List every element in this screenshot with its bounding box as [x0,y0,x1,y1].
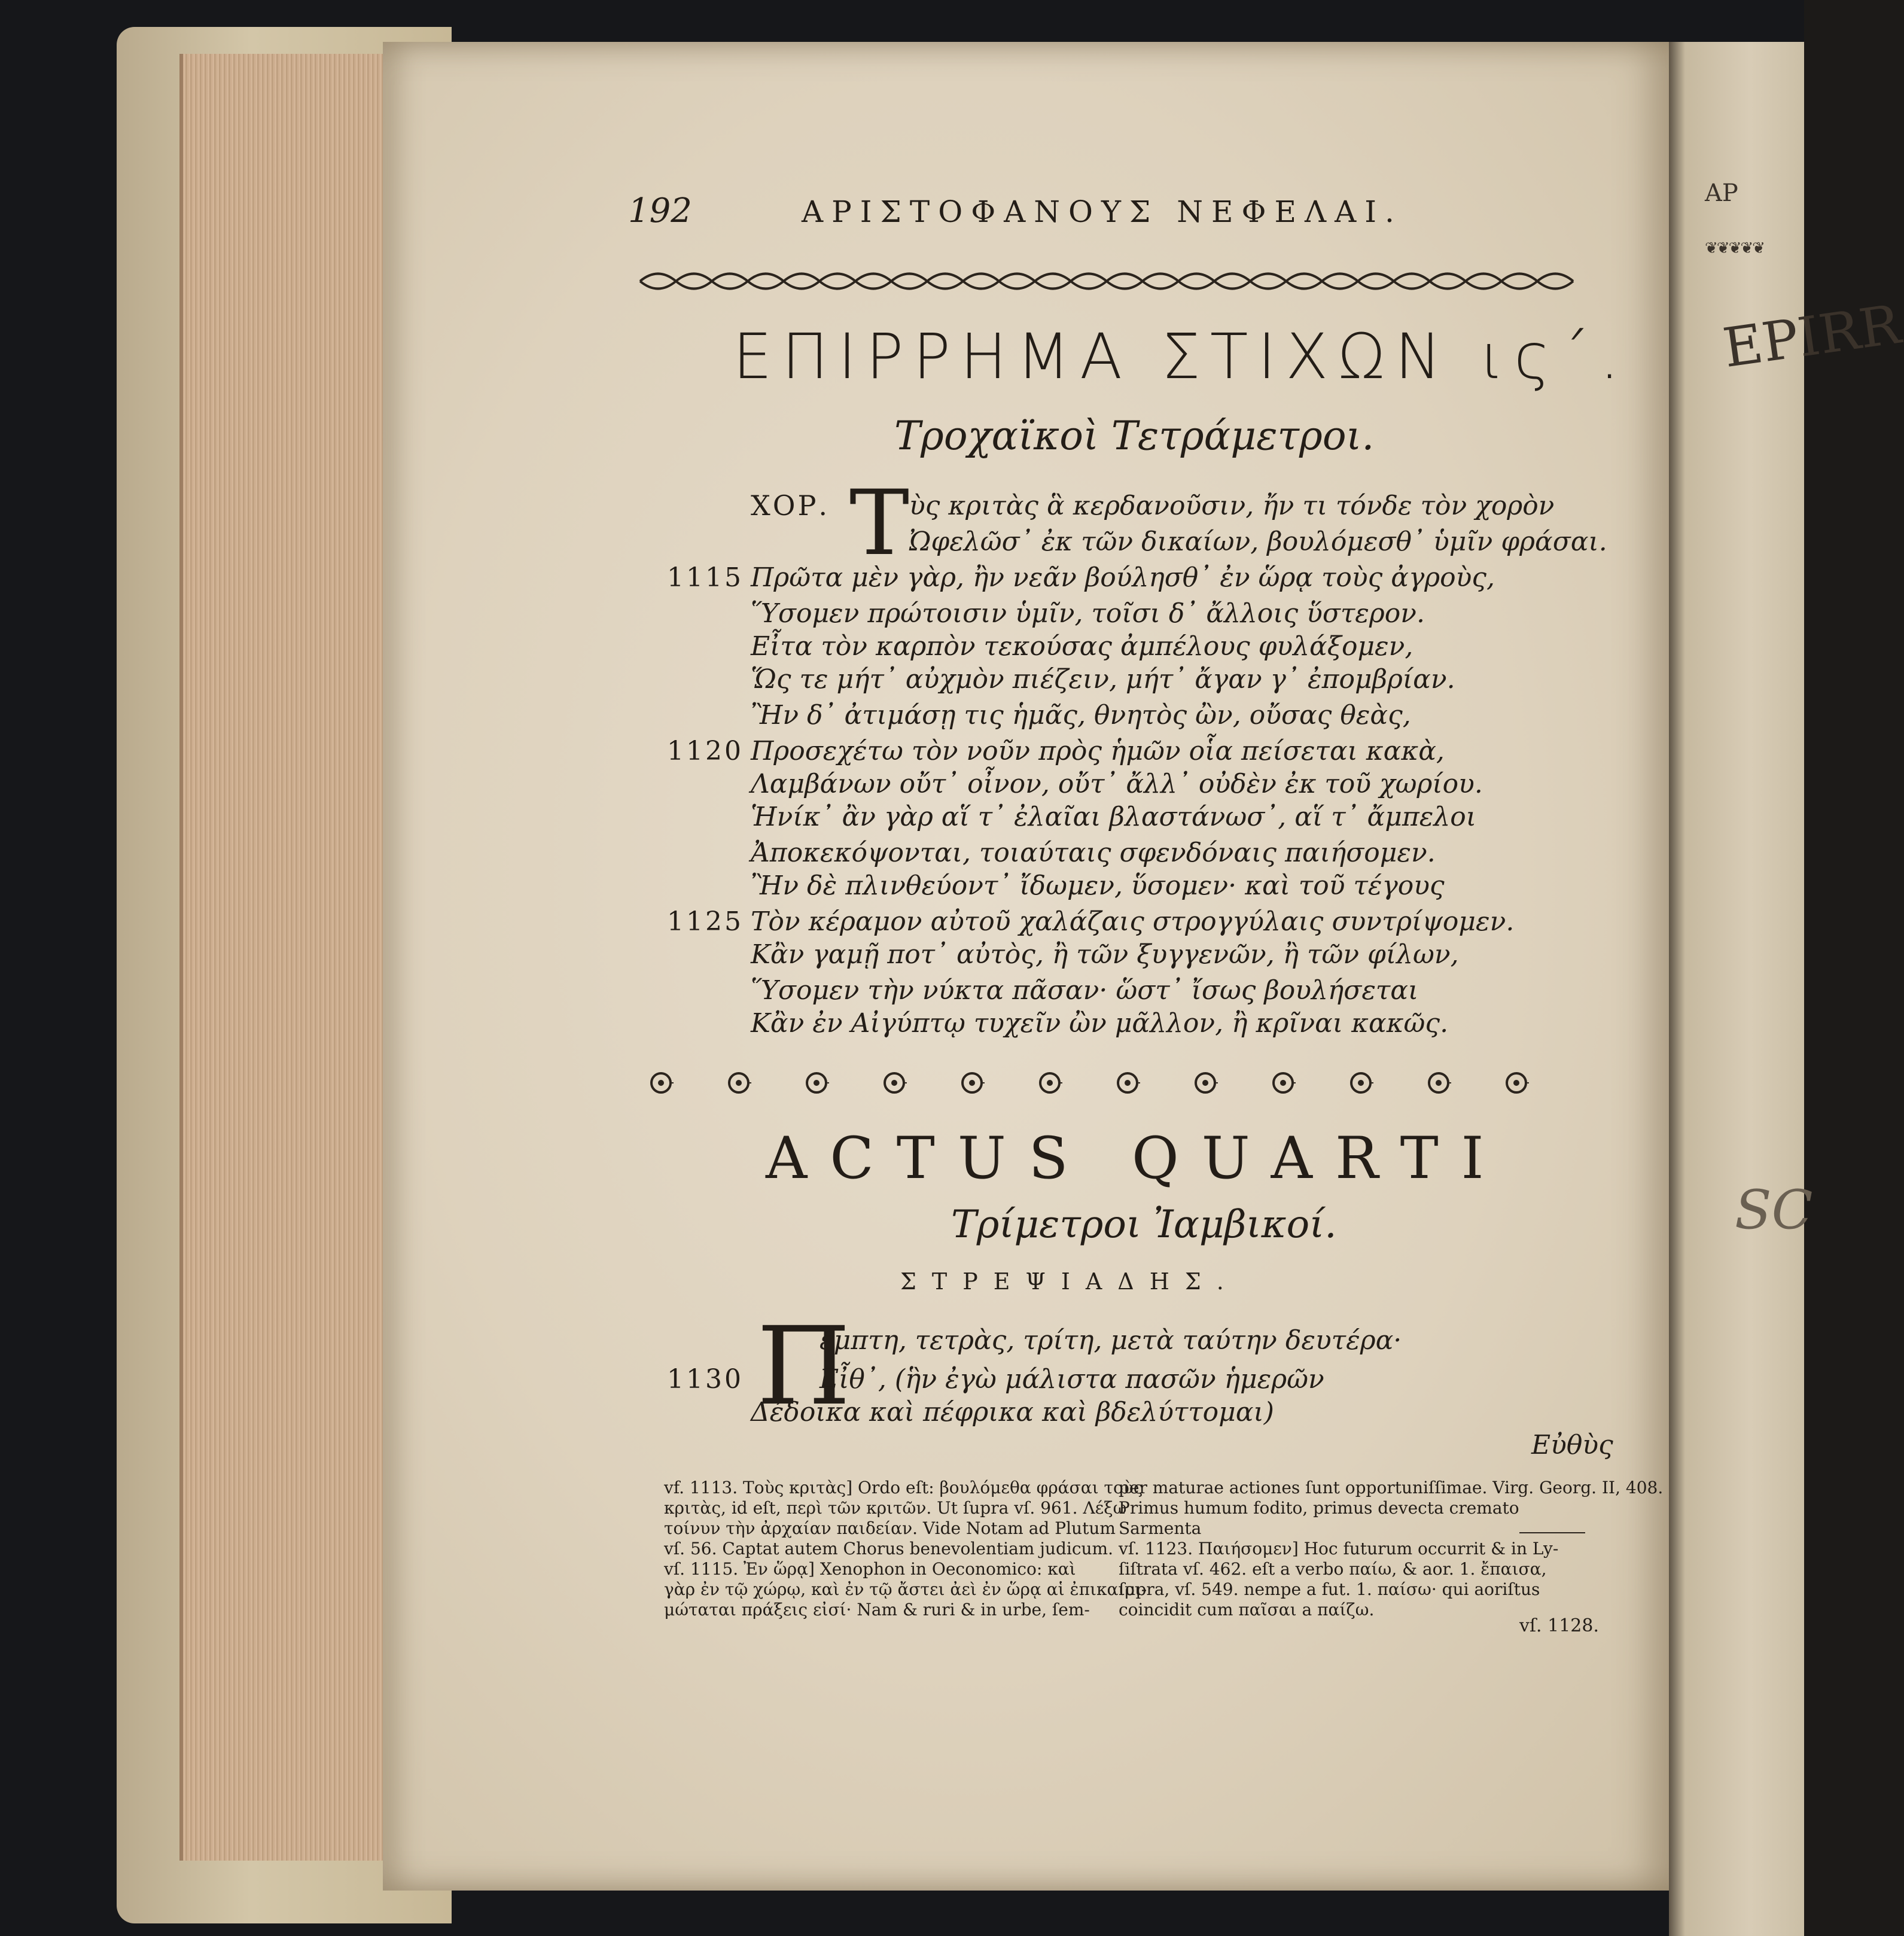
footnote-line: Primus humum fodito, primus devecta cremato [1119,1498,1519,1518]
footnote-line: per maturae actiones ſunt opportuniſſimae. Virg. Georg. II, 408. [1119,1478,1664,1497]
footnote-catchword: vſ. 1128. [1519,1615,1600,1636]
footnote-line: κριτὰς, id eſt, περὶ τῶν κριτῶν. Ut ſupra vſ. 961. Λέξω [664,1498,1127,1518]
verse-line: Ἀποκεκόψονται, τοιαύταις σφενδόναις παιήσομεν. [751,838,1436,868]
verse-line: Ἡνίκ᾽ ἂν γὰρ αἵ τ᾽ ἐλαῖαι βλαστάνωσ᾽, αἵ τ᾽ ἄμπελοι [751,802,1477,832]
next-page-scene: SC [1735,1179,1813,1241]
verse-line: Πρῶτα μὲν γὰρ, ἢν νεᾶν βούλησθ᾽ ἐν ὥρᾳ τοὺς ἀγροὺς, [751,562,1495,593]
verse-line: Κἂν γαμῇ ποτ᾽ αὐτὸς, ἢ τῶν ξυγγενῶν, ἢ τῶν φίλων, [751,939,1459,970]
ornament-band-top [634,263,1585,299]
line-number: 1115 [667,562,744,593]
drop-initial-p: Π [757,1304,851,1429]
verse-line: Εἶτα τὸν καρπὸν τεκούσας ἀμπέλους φυλάξομεν, [751,631,1413,662]
verse-line: Ὕσομεν τὴν νύκτα πᾶσαν· ὥστ᾽ ἴσως βουλήσεται [751,975,1419,1006]
footnote-line: γὰρ ἐν τῷ χώρῳ, καὶ ἐν τῷ ἄστει ἀεὶ ἐν ὥρᾳ αἱ ἐπικαιρι- [664,1579,1147,1599]
verse-line: Λαμβάνων οὔτ᾽ οἶνον, οὔτ᾽ ἄλλ᾽ οὐδὲν ἐκ τοῦ χωρίου. [751,769,1483,799]
footnote-line: ſupra, vſ. 549. nempe a fut. 1. παίσω· qui aoriſtus [1119,1579,1540,1599]
footnote-line: τοίνυν τὴν ἀρχαίαν παιδείαν. Vide Notam ad Plutum [664,1518,1116,1538]
footnote-rule [1519,1532,1585,1533]
verse-line: Ἢν δ᾽ ἀτιμάσῃ τις ἡμᾶς, θνητὸς ὢν, οὔσας θεὰς, [751,700,1411,730]
line-number: 1120 [667,736,744,766]
footnote-line: ſiſtrata vſ. 462. eſt a verbo παίω, & aor. 1. ἔπαισα, [1119,1559,1547,1579]
line-number: 1125 [667,906,744,937]
footnote-line: Sarmenta [1119,1518,1202,1538]
verse-line: Ὥς τε μήτ᾽ αὐχμὸν πιέζειν, μήτ᾽ ἄγαν γ᾽ ἐπομβρίαν. [751,664,1455,695]
verse-line: Κἂν ἐν Αἰγύπτῳ τυχεῖν ὢν μᾶλλον, ἢ κρῖναι κακῶς. [751,1008,1449,1039]
speaker-chorus: ΧΟΡ. [751,489,830,522]
verse-line: Δέδοικα καὶ πέφρικα καὶ βδελύττομαι) [751,1397,1274,1427]
section-subtitle-trochaic: Τροχαϊκοὶ Τετράμετροι. [894,413,1375,459]
footnote-line: vſ. 1123. Παιήσομεν] Hoc futurum occurrit & in Ly- [1119,1539,1559,1558]
footnote-line: μώταται πράξεις εἰσί· Nam & ruri & in urbe, ſem- [664,1600,1090,1620]
running-title: ΑΡΙΣΤΟΦΑΝΟΥΣ ΝΕΦΕΛΑΙ. [802,194,1403,229]
next-page-title: EPIRR [1719,293,1904,380]
ornament-band-middle [634,1065,1585,1101]
verse-line: έμπτη, τετρὰς, τρίτη, μετὰ ταύτην δευτέρα· [820,1325,1402,1356]
section-subtitle-iambic: Τρίμετροι Ἰαμβικοί. [951,1203,1337,1247]
verse-line: Ἢν δὲ πλινθεύοντ᾽ ἴδωμεν, ὕσομεν· καὶ τοῦ τέγους [751,870,1445,901]
page-number: 192 [628,191,692,230]
footnote-line: vf. 1113. Τοὺς κριτὰς] Ordo eſt: βουλόμεθα φράσαι τοὺς [664,1478,1143,1497]
verse-line: ὺς κριτὰς ἃ κερδανοῦσιν, ἤν τι τόνδε τὸν χορὸν [909,491,1555,521]
next-page-ornament: ❦❦❦❦❦ [1705,239,1764,257]
speaker-strepsiades: ΣΤΡΕΨΙΑΔΗΣ. [900,1268,1239,1295]
section-title-actus: ACTUS QUARTI [766,1125,1507,1192]
verse-line: Ὠφελῶσ᾽ ἐκ τῶν δικαίων, βουλόμεσθ᾽ ὑμῖν φράσαι. [909,526,1607,557]
footnote-line: vſ. 1115. Ἐν ὥρᾳ] Xenophon in Oeconomico: καὶ [664,1559,1076,1579]
footnote-line: vſ. 56. Captat autem Chorus benevolentiam judicum. [664,1539,1113,1558]
verse-line: Προσεχέτω τὸν νοῦν πρὸς ἡμῶν οἷα πείσεται κακὰ, [751,736,1445,766]
section-title-epirrhema: ΕΠΙΡΡΗΜΑ ΣΤΙΧΩΝ ις΄. [733,320,1629,393]
footnote-line: coincidit cum παῖσαι a παίζω. [1119,1600,1375,1620]
verse-line: Εἶθ᾽, (ἣν ἐγὼ μάλιστα πασῶν ἡμερῶν [820,1364,1324,1395]
next-page-header: ΑΡ [1705,179,1738,207]
drop-initial: Τ [849,471,910,576]
catchword: Εὐθὺς [1531,1430,1613,1460]
line-number: 1130 [667,1364,744,1395]
verse-line: Ὕσομεν πρώτοισιν ὑμῖν, τοῖσι δ᾽ ἄλλοις ὕστερον. [751,598,1425,629]
verse-line: Τὸν κέραμον αὐτοῦ χαλάζαις στρογγύλαις συντρίψομεν. [751,906,1515,937]
